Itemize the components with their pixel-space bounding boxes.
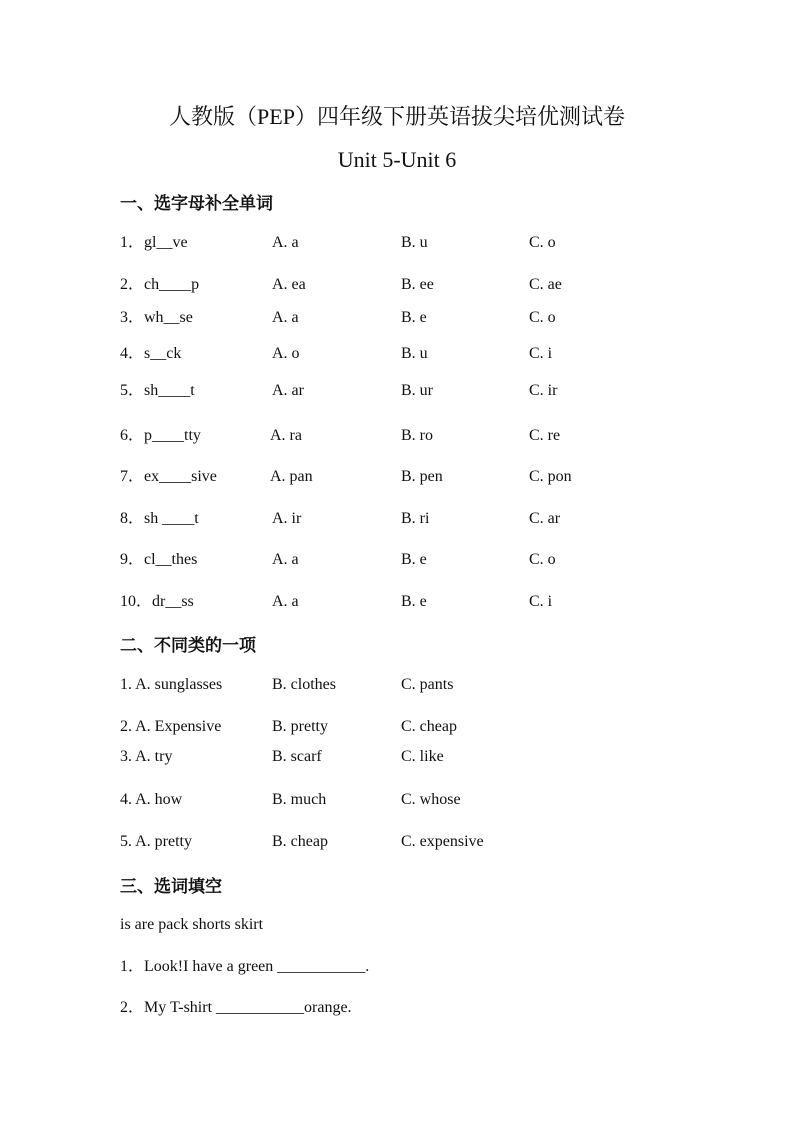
fill-in-question: 2．My T-shirt ___________orange. [120, 999, 352, 1016]
option-a: A. o [272, 345, 300, 362]
option-b: B. ur [401, 382, 433, 399]
option-a: A. a [272, 234, 299, 251]
question-text: 7．ex____sive [120, 468, 217, 485]
question-row [0, 508, 794, 530]
question-text: 3．wh__se [120, 309, 193, 326]
option-c: C. o [529, 309, 556, 326]
question-row [0, 425, 794, 447]
option-c: C. ir [529, 382, 558, 399]
option-a: A. ar [272, 382, 304, 399]
option-b: B. e [401, 309, 427, 326]
option-b: B. e [401, 593, 427, 610]
question-row [0, 831, 794, 853]
section-3-heading: 三、选词填空 [120, 877, 222, 897]
question-text: 1．gl__ve [120, 234, 188, 251]
question-row [0, 789, 794, 811]
section-1-heading: 一、选字母补全单词 [120, 194, 273, 214]
option-b: B. scarf [272, 748, 322, 765]
word-bank: is are pack shorts skirt [120, 916, 264, 933]
option-a: 1. A. sunglasses [120, 676, 223, 693]
question-row [0, 307, 794, 329]
option-a: A. ra [270, 427, 302, 444]
option-a: A. a [272, 593, 299, 610]
option-c: C. o [529, 234, 556, 251]
option-b: B. pen [401, 468, 443, 485]
question-row [0, 232, 794, 254]
option-c: C. ar [529, 510, 561, 527]
option-a: 3. A. try [120, 748, 173, 765]
question-row [0, 549, 794, 571]
question-row [0, 380, 794, 402]
option-b: B. cheap [272, 833, 328, 850]
page-subtitle: Unit 5-Unit 6 [337, 147, 457, 172]
option-a: A. a [272, 551, 299, 568]
option-c: C. expensive [401, 833, 484, 850]
option-b: B. clothes [272, 676, 336, 693]
fill-in-question: 1．Look!I have a green ___________. [120, 958, 370, 975]
option-c: C. pants [401, 676, 454, 693]
section-2-heading: 二、不同类的一项 [120, 636, 256, 656]
question-row [0, 591, 794, 613]
question-row [0, 466, 794, 488]
option-b: B. much [272, 791, 327, 808]
option-c: C. cheap [401, 718, 457, 735]
option-c: C. re [529, 427, 561, 444]
option-c: C. ae [529, 276, 562, 293]
question-row [0, 274, 794, 296]
question-text: 9．cl__thes [120, 551, 198, 568]
question-text: 4．s__ck [120, 345, 182, 362]
option-b: B. pretty [272, 718, 328, 735]
option-c: C. i [529, 345, 553, 362]
option-b: B. u [401, 234, 428, 251]
option-a: 2. A. Expensive [120, 718, 222, 735]
question-text: 2．ch____p [120, 276, 200, 293]
option-b: B. u [401, 345, 428, 362]
option-c: C. whose [401, 791, 461, 808]
option-a: 4. A. how [120, 791, 183, 808]
question-text: 8．sh ____t [120, 510, 199, 527]
option-a: A. ir [272, 510, 302, 527]
option-b: B. ro [401, 427, 433, 444]
question-text: 10．dr__ss [120, 593, 194, 610]
page-title: 人教版（PEP）四年级下册英语拔尖培优测试卷 [169, 104, 625, 129]
option-c: C. i [529, 593, 553, 610]
option-c: C. like [401, 748, 444, 765]
question-row [0, 746, 794, 768]
question-row [0, 674, 794, 696]
option-b: B. e [401, 551, 427, 568]
option-b: B. ee [401, 276, 434, 293]
option-c: C. o [529, 551, 556, 568]
option-a: A. ea [272, 276, 306, 293]
option-a: 5. A. pretty [120, 833, 192, 850]
option-a: A. pan [270, 468, 313, 485]
question-text: 6．p____tty [120, 427, 201, 444]
question-text: 5．sh____t [120, 382, 195, 399]
question-row [0, 716, 794, 738]
question-row [0, 343, 794, 365]
option-c: C. pon [529, 468, 572, 485]
option-b: B. ri [401, 510, 430, 527]
option-a: A. a [272, 309, 299, 326]
